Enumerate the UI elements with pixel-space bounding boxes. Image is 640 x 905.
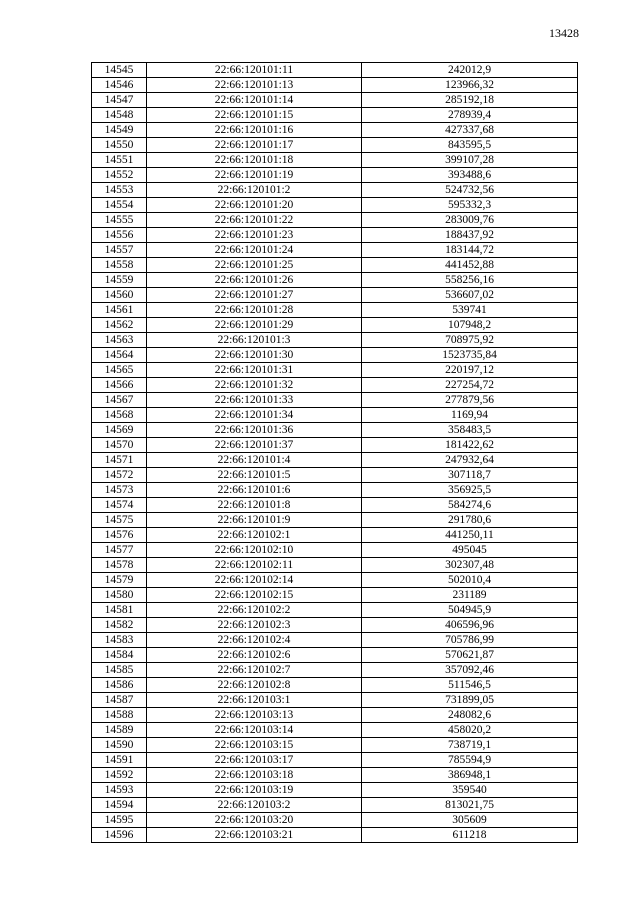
cadastral-number-cell: 22:66:120102:14 bbox=[147, 573, 362, 588]
table-row bbox=[92, 648, 578, 663]
cadastral-number-cell: 22:66:120102:6 bbox=[147, 648, 362, 663]
value-cell: 248082,6 bbox=[362, 708, 578, 723]
row-number-cell: 14568 bbox=[92, 408, 147, 423]
table-row bbox=[92, 198, 578, 213]
table-row bbox=[92, 588, 578, 603]
cadastral-number-cell: 22:66:120101:6 bbox=[147, 483, 362, 498]
value-cell: 611218 bbox=[362, 828, 578, 843]
value-cell: 302307,48 bbox=[362, 558, 578, 573]
table-row bbox=[92, 798, 578, 813]
row-number-cell: 14580 bbox=[92, 588, 147, 603]
row-number-cell: 14585 bbox=[92, 663, 147, 678]
row-number-cell: 14566 bbox=[92, 378, 147, 393]
cadastral-number-cell: 22:66:120101:33 bbox=[147, 393, 362, 408]
table-row bbox=[92, 243, 578, 258]
row-number-cell: 14549 bbox=[92, 123, 147, 138]
row-number-cell: 14556 bbox=[92, 228, 147, 243]
value-cell: 277879,56 bbox=[362, 393, 578, 408]
cadastral-number-cell: 22:66:120101:32 bbox=[147, 378, 362, 393]
value-cell: 357092,46 bbox=[362, 663, 578, 678]
row-number-cell: 14551 bbox=[92, 153, 147, 168]
row-number-cell: 14575 bbox=[92, 513, 147, 528]
table-row bbox=[92, 723, 578, 738]
value-cell: 536607,02 bbox=[362, 288, 578, 303]
value-cell: 358483,5 bbox=[362, 423, 578, 438]
row-number-cell: 14553 bbox=[92, 183, 147, 198]
row-number-cell: 14576 bbox=[92, 528, 147, 543]
cadastral-number-cell: 22:66:120101:2 bbox=[147, 183, 362, 198]
cadastral-number-cell: 22:66:120103:13 bbox=[147, 708, 362, 723]
cadastral-number-cell: 22:66:120102:7 bbox=[147, 663, 362, 678]
row-number-cell: 14581 bbox=[92, 603, 147, 618]
cadastral-number-cell: 22:66:120101:17 bbox=[147, 138, 362, 153]
table-row bbox=[92, 63, 578, 78]
value-cell: 399107,28 bbox=[362, 153, 578, 168]
table-row bbox=[92, 603, 578, 618]
table-row bbox=[92, 348, 578, 363]
cadastral-value-table bbox=[91, 62, 578, 843]
table-row bbox=[92, 108, 578, 123]
row-number-cell: 14548 bbox=[92, 108, 147, 123]
table-row bbox=[92, 738, 578, 753]
cadastral-number-cell: 22:66:120101:4 bbox=[147, 453, 362, 468]
row-number-cell: 14587 bbox=[92, 693, 147, 708]
row-number-cell: 14593 bbox=[92, 783, 147, 798]
value-cell: 107948,2 bbox=[362, 318, 578, 333]
table-row bbox=[92, 93, 578, 108]
row-number-cell: 14565 bbox=[92, 363, 147, 378]
value-cell: 285192,18 bbox=[362, 93, 578, 108]
value-cell: 584274,6 bbox=[362, 498, 578, 513]
cadastral-number-cell: 22:66:120101:37 bbox=[147, 438, 362, 453]
row-number-cell: 14567 bbox=[92, 393, 147, 408]
row-number-cell: 14569 bbox=[92, 423, 147, 438]
row-number-cell: 14557 bbox=[92, 243, 147, 258]
value-cell: 227254,72 bbox=[362, 378, 578, 393]
table-row bbox=[92, 78, 578, 93]
cadastral-number-cell: 22:66:120101:15 bbox=[147, 108, 362, 123]
row-number-cell: 14596 bbox=[92, 828, 147, 843]
cadastral-number-cell: 22:66:120103:2 bbox=[147, 798, 362, 813]
value-cell: 1523735,84 bbox=[362, 348, 578, 363]
value-cell: 570621,87 bbox=[362, 648, 578, 663]
cadastral-number-cell: 22:66:120101:31 bbox=[147, 363, 362, 378]
cadastral-number-cell: 22:66:120101:13 bbox=[147, 78, 362, 93]
table-row bbox=[92, 573, 578, 588]
row-number-cell: 14570 bbox=[92, 438, 147, 453]
value-cell: 393488,6 bbox=[362, 168, 578, 183]
table-row bbox=[92, 483, 578, 498]
cadastral-number-cell: 22:66:120101:9 bbox=[147, 513, 362, 528]
cadastral-number-cell: 22:66:120103:18 bbox=[147, 768, 362, 783]
cadastral-number-cell: 22:66:120101:26 bbox=[147, 273, 362, 288]
row-number-cell: 14545 bbox=[92, 63, 147, 78]
cadastral-number-cell: 22:66:120102:3 bbox=[147, 618, 362, 633]
row-number-cell: 14555 bbox=[92, 213, 147, 228]
value-cell: 123966,32 bbox=[362, 78, 578, 93]
cadastral-number-cell: 22:66:120101:11 bbox=[147, 63, 362, 78]
value-cell: 359540 bbox=[362, 783, 578, 798]
value-cell: 558256,16 bbox=[362, 273, 578, 288]
value-cell: 785594,9 bbox=[362, 753, 578, 768]
cadastral-number-cell: 22:66:120102:8 bbox=[147, 678, 362, 693]
row-number-cell: 14588 bbox=[92, 708, 147, 723]
table-row bbox=[92, 408, 578, 423]
value-cell: 231189 bbox=[362, 588, 578, 603]
row-number-cell: 14573 bbox=[92, 483, 147, 498]
cadastral-number-cell: 22:66:120101:5 bbox=[147, 468, 362, 483]
table-row bbox=[92, 123, 578, 138]
table-row bbox=[92, 828, 578, 843]
table-row bbox=[92, 663, 578, 678]
table-row bbox=[92, 528, 578, 543]
cadastral-number-cell: 22:66:120101:24 bbox=[147, 243, 362, 258]
table-row bbox=[92, 693, 578, 708]
value-cell: 181422,62 bbox=[362, 438, 578, 453]
table-row bbox=[92, 213, 578, 228]
cadastral-number-cell: 22:66:120101:14 bbox=[147, 93, 362, 108]
cadastral-number-cell: 22:66:120103:14 bbox=[147, 723, 362, 738]
cadastral-number-cell: 22:66:120102:15 bbox=[147, 588, 362, 603]
table-row bbox=[92, 303, 578, 318]
value-cell: 504945,9 bbox=[362, 603, 578, 618]
value-cell: 220197,12 bbox=[362, 363, 578, 378]
cadastral-number-cell: 22:66:120101:23 bbox=[147, 228, 362, 243]
row-number-cell: 14583 bbox=[92, 633, 147, 648]
value-cell: 183144,72 bbox=[362, 243, 578, 258]
table-row bbox=[92, 228, 578, 243]
cadastral-number-cell: 22:66:120103:20 bbox=[147, 813, 362, 828]
value-cell: 458020,2 bbox=[362, 723, 578, 738]
table-row bbox=[92, 273, 578, 288]
table-row bbox=[92, 618, 578, 633]
row-number-cell: 14547 bbox=[92, 93, 147, 108]
table-row bbox=[92, 813, 578, 828]
table-row bbox=[92, 558, 578, 573]
table-row bbox=[92, 633, 578, 648]
value-cell: 1169,94 bbox=[362, 408, 578, 423]
value-cell: 427337,68 bbox=[362, 123, 578, 138]
value-cell: 441250,11 bbox=[362, 528, 578, 543]
value-cell: 242012,9 bbox=[362, 63, 578, 78]
cadastral-number-cell: 22:66:120101:34 bbox=[147, 408, 362, 423]
row-number-cell: 14572 bbox=[92, 468, 147, 483]
table-row bbox=[92, 168, 578, 183]
row-number-cell: 14550 bbox=[92, 138, 147, 153]
table-row bbox=[92, 513, 578, 528]
row-number-cell: 14577 bbox=[92, 543, 147, 558]
table-row bbox=[92, 258, 578, 273]
row-number-cell: 14554 bbox=[92, 198, 147, 213]
cadastral-number-cell: 22:66:120103:15 bbox=[147, 738, 362, 753]
row-number-cell: 14579 bbox=[92, 573, 147, 588]
row-number-cell: 14546 bbox=[92, 78, 147, 93]
table-row bbox=[92, 438, 578, 453]
table-row bbox=[92, 153, 578, 168]
row-number-cell: 14562 bbox=[92, 318, 147, 333]
table-row bbox=[92, 498, 578, 513]
row-number-cell: 14559 bbox=[92, 273, 147, 288]
cadastral-number-cell: 22:66:120101:29 bbox=[147, 318, 362, 333]
value-cell: 738719,1 bbox=[362, 738, 578, 753]
cadastral-number-cell: 22:66:120103:19 bbox=[147, 783, 362, 798]
table-body bbox=[92, 63, 578, 843]
cadastral-number-cell: 22:66:120101:22 bbox=[147, 213, 362, 228]
value-cell: 406596,96 bbox=[362, 618, 578, 633]
table-row bbox=[92, 393, 578, 408]
value-cell: 595332,3 bbox=[362, 198, 578, 213]
table-row bbox=[92, 333, 578, 348]
cadastral-number-cell: 22:66:120103:21 bbox=[147, 828, 362, 843]
value-cell: 524732,56 bbox=[362, 183, 578, 198]
table-row bbox=[92, 318, 578, 333]
table-row bbox=[92, 708, 578, 723]
cadastral-number-cell: 22:66:120101:20 bbox=[147, 198, 362, 213]
value-cell: 247932,64 bbox=[362, 453, 578, 468]
value-cell: 386948,1 bbox=[362, 768, 578, 783]
cadastral-number-cell: 22:66:120101:18 bbox=[147, 153, 362, 168]
table-row bbox=[92, 288, 578, 303]
row-number-cell: 14591 bbox=[92, 753, 147, 768]
value-cell: 441452,88 bbox=[362, 258, 578, 273]
value-cell: 813021,75 bbox=[362, 798, 578, 813]
value-cell: 511546,5 bbox=[362, 678, 578, 693]
table-row bbox=[92, 453, 578, 468]
value-cell: 356925,5 bbox=[362, 483, 578, 498]
value-cell: 188437,92 bbox=[362, 228, 578, 243]
cadastral-number-cell: 22:66:120101:25 bbox=[147, 258, 362, 273]
table-row bbox=[92, 543, 578, 558]
cadastral-number-cell: 22:66:120101:27 bbox=[147, 288, 362, 303]
cadastral-number-cell: 22:66:120103:1 bbox=[147, 693, 362, 708]
cadastral-number-cell: 22:66:120101:19 bbox=[147, 168, 362, 183]
value-cell: 731899,05 bbox=[362, 693, 578, 708]
row-number-cell: 14561 bbox=[92, 303, 147, 318]
table-row bbox=[92, 678, 578, 693]
value-cell: 502010,4 bbox=[362, 573, 578, 588]
cadastral-number-cell: 22:66:120102:4 bbox=[147, 633, 362, 648]
value-cell: 283009,76 bbox=[362, 213, 578, 228]
row-number-cell: 14552 bbox=[92, 168, 147, 183]
row-number-cell: 14592 bbox=[92, 768, 147, 783]
row-number-cell: 14584 bbox=[92, 648, 147, 663]
row-number-cell: 14590 bbox=[92, 738, 147, 753]
value-cell: 291780,6 bbox=[362, 513, 578, 528]
row-number-cell: 14578 bbox=[92, 558, 147, 573]
row-number-cell: 14564 bbox=[92, 348, 147, 363]
table-row bbox=[92, 138, 578, 153]
cadastral-number-cell: 22:66:120102:1 bbox=[147, 528, 362, 543]
table-row bbox=[92, 183, 578, 198]
table-row bbox=[92, 753, 578, 768]
row-number-cell: 14560 bbox=[92, 288, 147, 303]
table-row bbox=[92, 468, 578, 483]
cadastral-number-cell: 22:66:120101:3 bbox=[147, 333, 362, 348]
row-number-cell: 14589 bbox=[92, 723, 147, 738]
table-row bbox=[92, 363, 578, 378]
cadastral-number-cell: 22:66:120102:10 bbox=[147, 543, 362, 558]
cadastral-number-cell: 22:66:120101:28 bbox=[147, 303, 362, 318]
cadastral-number-cell: 22:66:120101:8 bbox=[147, 498, 362, 513]
row-number-cell: 14571 bbox=[92, 453, 147, 468]
cadastral-number-cell: 22:66:120101:16 bbox=[147, 123, 362, 138]
table-row bbox=[92, 783, 578, 798]
cadastral-number-cell: 22:66:120101:36 bbox=[147, 423, 362, 438]
row-number-cell: 14582 bbox=[92, 618, 147, 633]
value-cell: 495045 bbox=[362, 543, 578, 558]
cadastral-number-cell: 22:66:120102:2 bbox=[147, 603, 362, 618]
row-number-cell: 14595 bbox=[92, 813, 147, 828]
value-cell: 705786,99 bbox=[362, 633, 578, 648]
row-number-cell: 14563 bbox=[92, 333, 147, 348]
value-cell: 539741 bbox=[362, 303, 578, 318]
cadastral-number-cell: 22:66:120103:17 bbox=[147, 753, 362, 768]
cadastral-number-cell: 22:66:120102:11 bbox=[147, 558, 362, 573]
table-row bbox=[92, 378, 578, 393]
row-number-cell: 14574 bbox=[92, 498, 147, 513]
value-cell: 843595,5 bbox=[362, 138, 578, 153]
cadastral-number-cell: 22:66:120101:30 bbox=[147, 348, 362, 363]
table-row bbox=[92, 423, 578, 438]
value-cell: 708975,92 bbox=[362, 333, 578, 348]
page-number: 13428 bbox=[549, 26, 579, 40]
table-row bbox=[92, 768, 578, 783]
value-cell: 278939,4 bbox=[362, 108, 578, 123]
row-number-cell: 14594 bbox=[92, 798, 147, 813]
row-number-cell: 14558 bbox=[92, 258, 147, 273]
value-cell: 305609 bbox=[362, 813, 578, 828]
row-number-cell: 14586 bbox=[92, 678, 147, 693]
value-cell: 307118,7 bbox=[362, 468, 578, 483]
